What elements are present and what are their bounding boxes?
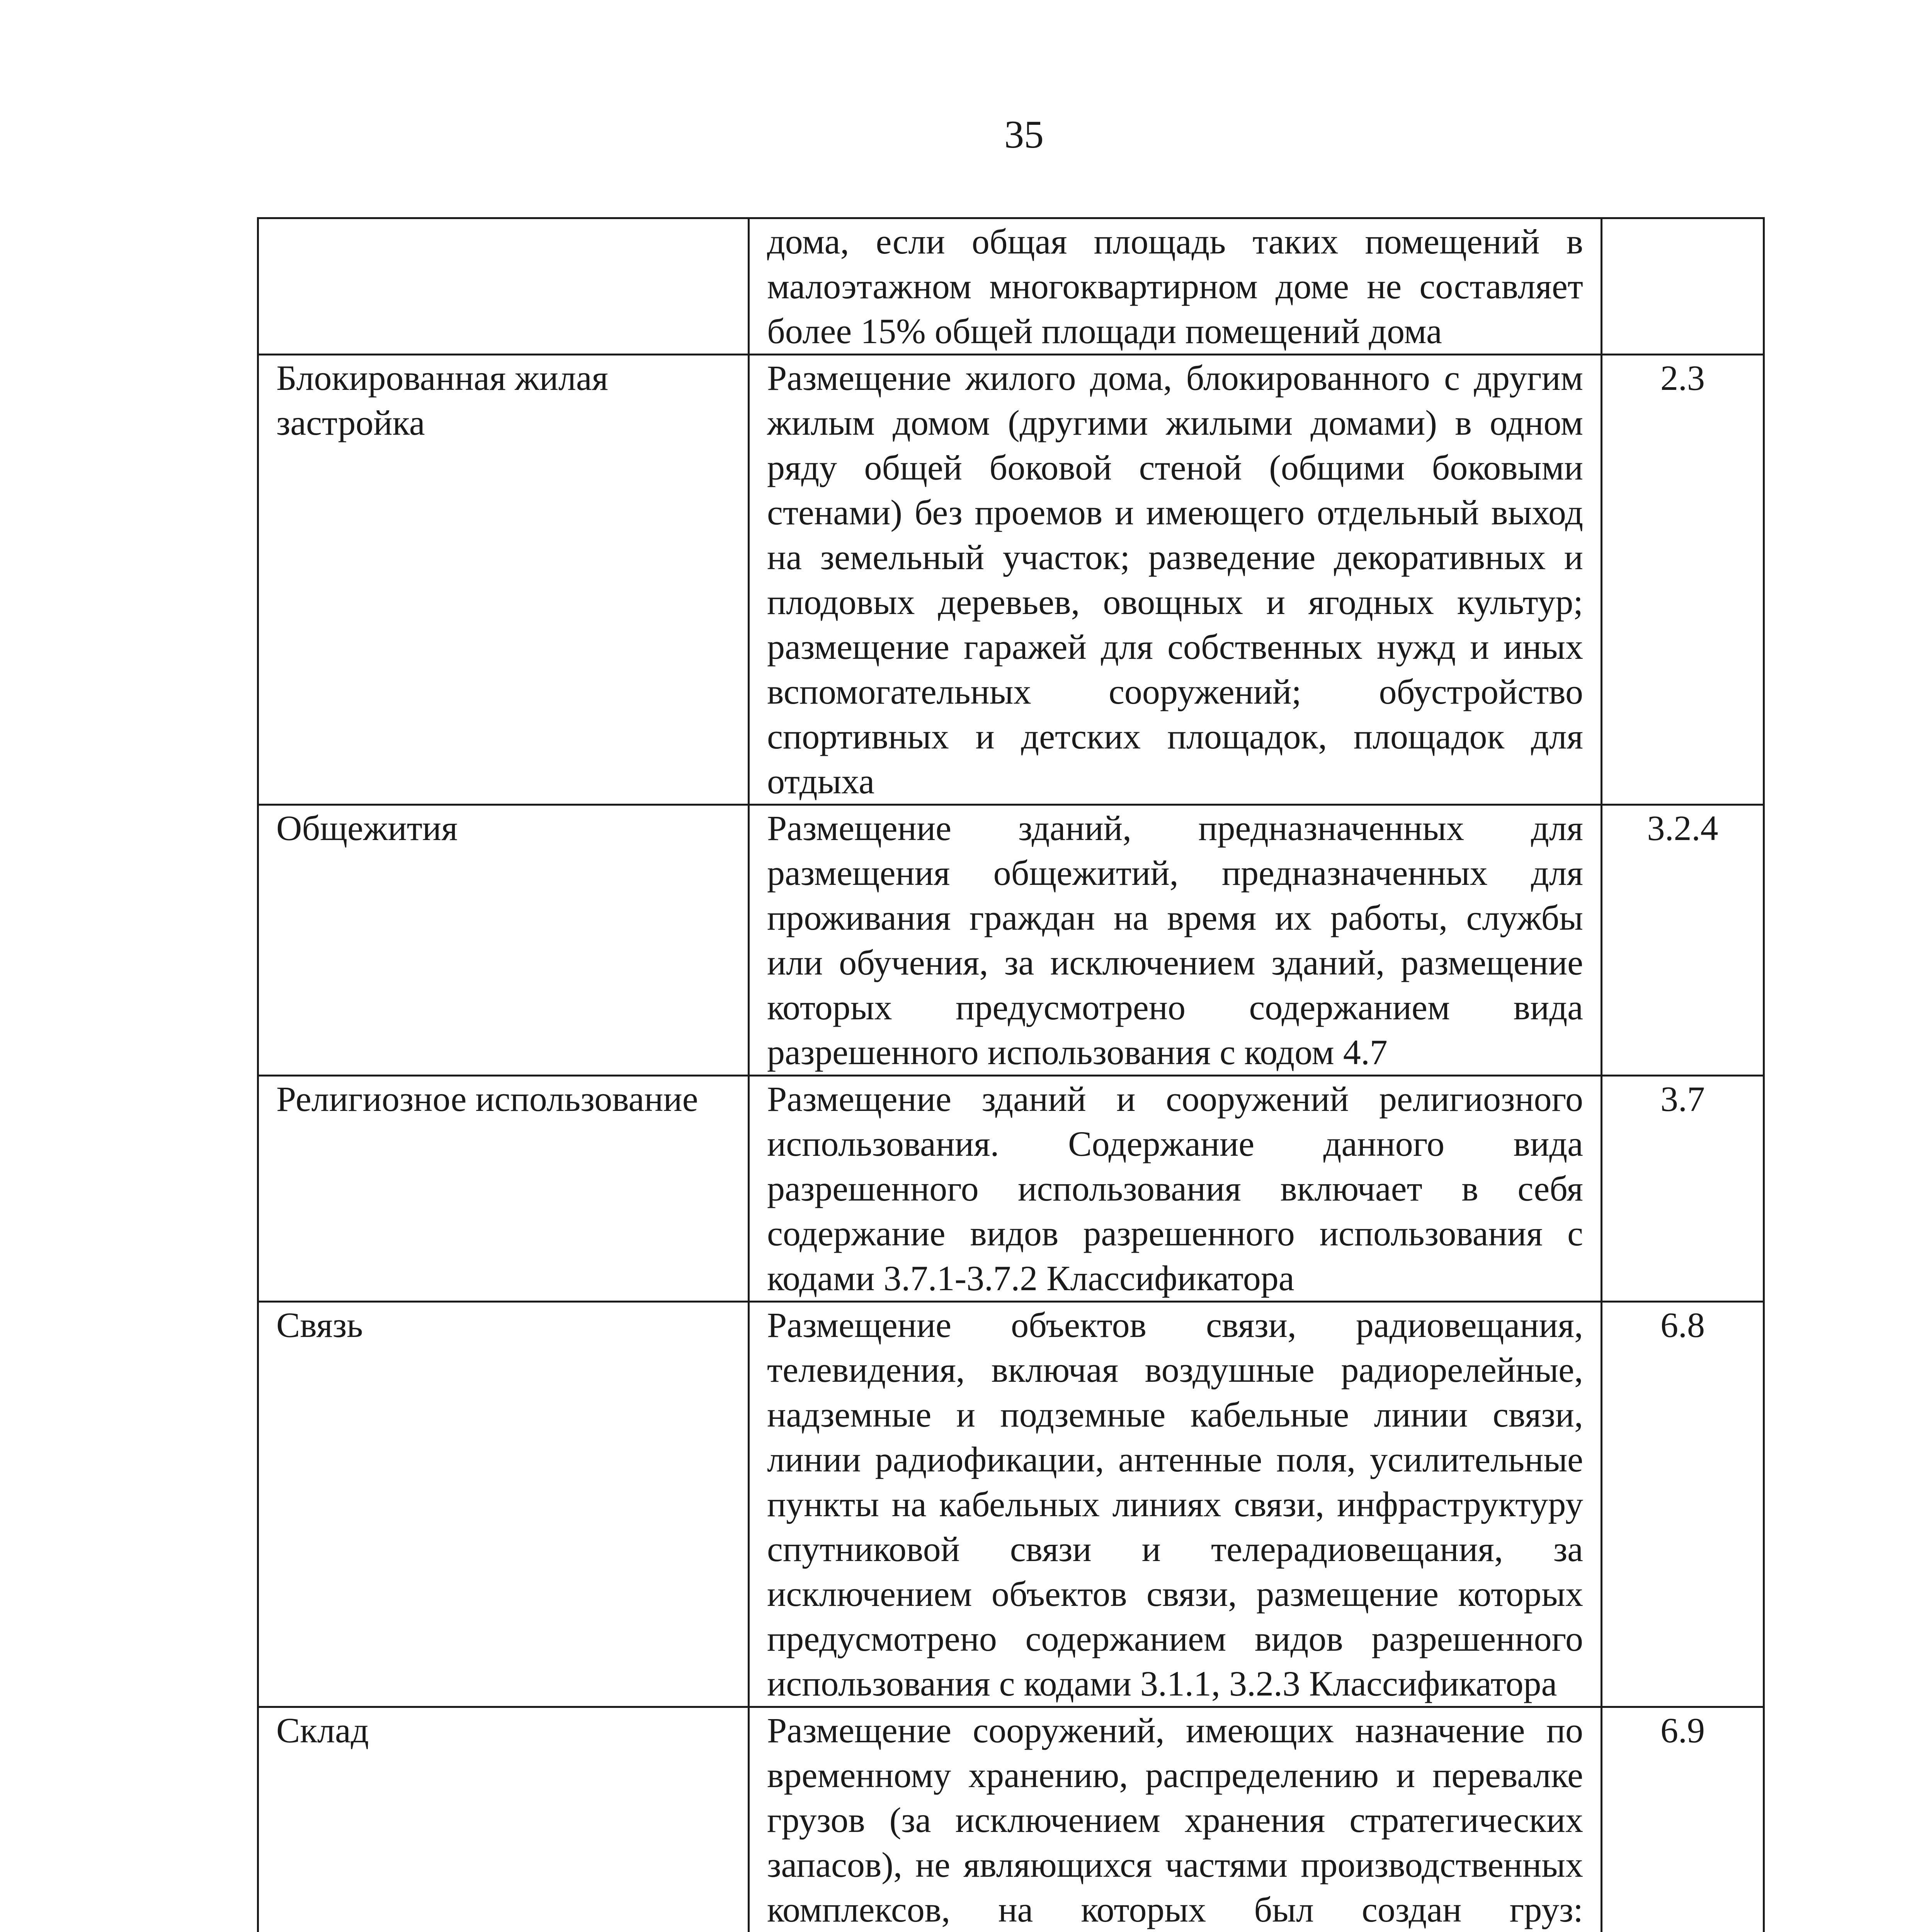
use-name-cell: Склад (258, 1707, 749, 1932)
use-description-cell: дома, если общая площадь таких помещений в малоэтажном многоквартирном доме не составляет более 15% общей площади помещений дома (749, 218, 1602, 355)
use-code-cell: 2.3 (1602, 355, 1764, 805)
page-number: 35 (1004, 113, 1044, 156)
use-code-cell: 3.7 (1602, 1076, 1764, 1302)
use-description-cell: Размещение зданий и сооружений религиозного использования. Содержание данного вида разрешенного использования включает в себя содержание видов разрешенного использования с кодами 3.7.1-3.7.2 Классификатора (749, 1076, 1602, 1302)
use-name-cell: Блокированная жилая застройка (258, 355, 749, 805)
use-name-cell (258, 218, 749, 355)
use-code-cell (1602, 218, 1764, 355)
use-code-cell: 3.2.4 (1602, 805, 1764, 1076)
use-name-cell: Общежития (258, 805, 749, 1076)
use-description-cell: Размещение сооружений, имеющих назначение по временному хранению, распределению и перевалке грузов (за исключением хранения стратегических запасов), не являющихся частями производственных комплексов, на которых был создан груз: (749, 1707, 1602, 1932)
table-row (258, 218, 1764, 355)
table-row (258, 805, 1764, 1076)
use-name-cell: Связь (258, 1302, 749, 1707)
table-row (258, 1302, 1764, 1707)
use-description-cell: Размещение зданий, предназначенных для размещения общежитий, предназначенных для проживания граждан на время их работы, службы или обучения, за исключением зданий, размещение которых предусмотрено содержанием вида разрешенного использования с кодом 4.7 (749, 805, 1602, 1076)
table-row (258, 1076, 1764, 1302)
table-row (258, 1707, 1764, 1932)
use-code-cell: 6.8 (1602, 1302, 1764, 1707)
land-use-table (257, 217, 1765, 1932)
use-name-cell: Религиозное использование (258, 1076, 749, 1302)
table-row (258, 355, 1764, 805)
use-description-cell: Размещение жилого дома, блокированного с другим жилым домом (другими жилыми домами) в одном ряду общей боковой стеной (общими боковыми стенами) без проемов и имеющего отдельный выход на земельный участок; разведение декоративных и плодовых деревьев, овощных и ягодных культур; размещение гаражей для собственных нужд и иных вспомогательных сооружений; обустройство спортивных и детских площадок, площадок для отдыха (749, 355, 1602, 805)
use-code-cell: 6.9 (1602, 1707, 1764, 1932)
use-description-cell: Размещение объектов связи, радиовещания, телевидения, включая воздушные радиорелейные, надземные и подземные кабельные линии связи, линии радиофикации, антенные поля, усилительные пункты на кабельных линиях связи, инфраструктуру спутниковой связи и телерадиовещания, за исключением объектов связи, размещение которых предусмотрено содержанием видов разрешенного использования с кодами 3.1.1, 3.2.3 Классификатора (749, 1302, 1602, 1707)
